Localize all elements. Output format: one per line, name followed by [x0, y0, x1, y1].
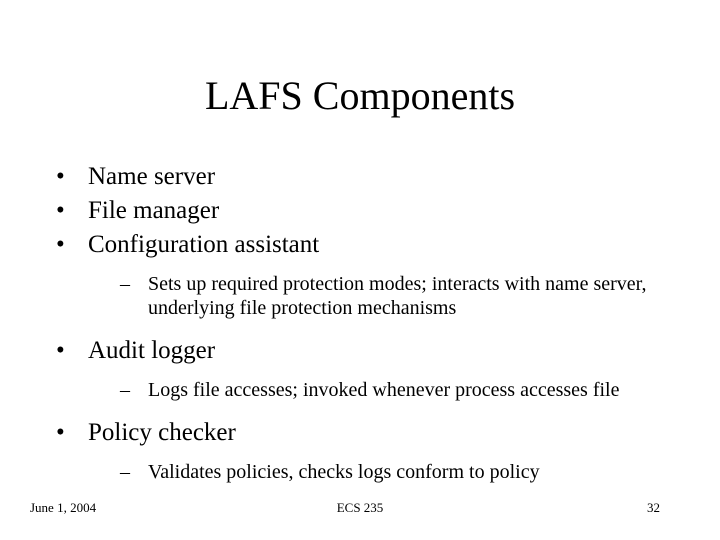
list-item — [56, 228, 676, 262]
slide-title: LAFS Components — [204, 73, 516, 118]
list-item-text: Configuration assistant — [88, 231, 320, 258]
bullet-list — [56, 160, 676, 484]
bullet-icon: • — [56, 231, 65, 258]
bullet-icon: • — [56, 419, 65, 446]
list-item-text: Policy checker — [88, 419, 236, 446]
sub-item — [120, 378, 668, 402]
footer-page-number: 32 — [647, 500, 660, 515]
list-item-text: Name server — [88, 163, 216, 190]
list-item-text: File manager — [88, 197, 220, 224]
list-item — [56, 416, 676, 450]
sub-item — [120, 272, 668, 320]
list-item — [56, 194, 676, 228]
footer-course: ECS 235 — [336, 500, 384, 515]
list-item — [56, 160, 676, 194]
sub-item — [120, 460, 668, 484]
bullet-icon: • — [56, 163, 65, 190]
sub-item-text: Logs file accesses; invoked whenever process accesses file — [148, 379, 620, 401]
dash-icon: – — [120, 379, 130, 401]
sub-item-text: Validates policies, checks logs conform to policy — [148, 461, 540, 483]
bullet-icon: • — [56, 337, 65, 364]
footer-date: June 1, 2004 — [30, 500, 97, 515]
dash-icon: – — [120, 461, 130, 483]
list-item-text: Audit logger — [88, 337, 216, 364]
dash-icon: – — [120, 273, 130, 295]
list-item — [56, 334, 676, 368]
bullet-icon: • — [56, 197, 65, 224]
sub-item-text: Sets up required protection modes; interacts with name server, underlying file protection mechanisms — [148, 273, 647, 319]
